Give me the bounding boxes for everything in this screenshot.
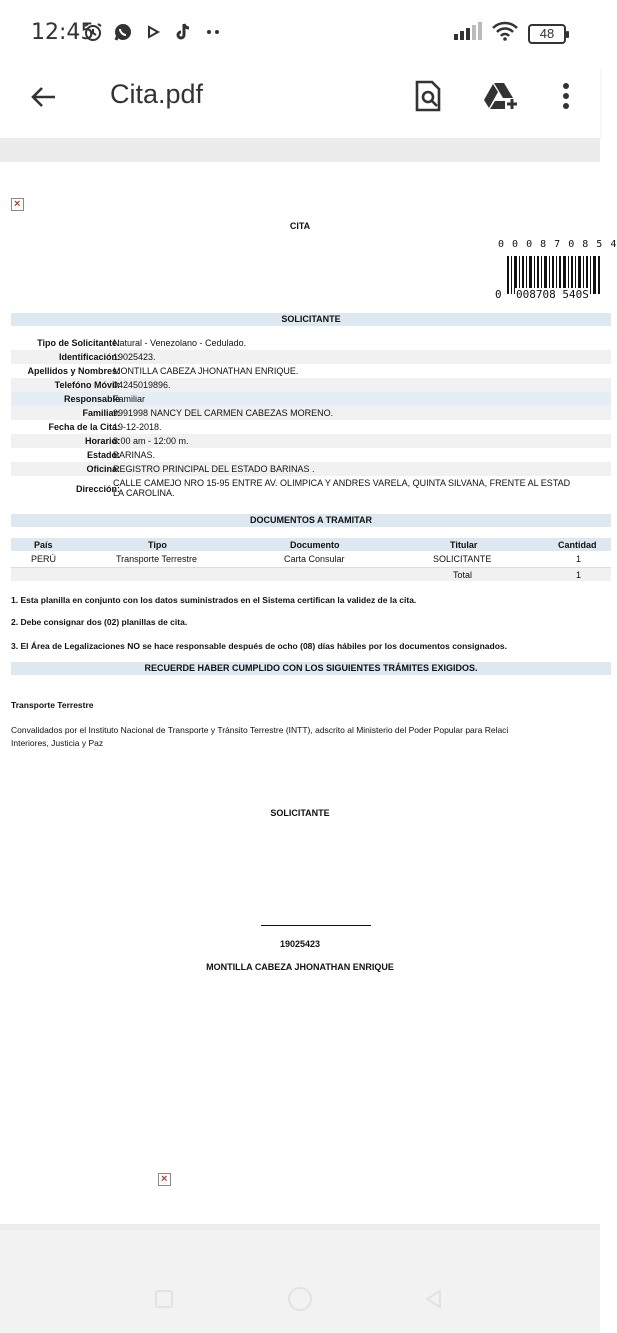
recents-square-icon [154,1289,174,1309]
table-cell: PERÚ [31,554,57,564]
more-vert-icon [562,82,570,110]
field-row-direccion [11,476,611,502]
barcode-top-number: 0 0 0 8 7 0 8 5 4 [498,239,617,250]
play-icon [142,21,164,43]
system-icons [454,21,566,46]
system-navigation-bar [0,1230,600,1333]
field-value: CALLE CAMEJO NRO 15-95 ENTRE AV. OLIMPICA Y ANDRES VARELA, QUINTA SILVANA, FRENTE AL ESTAD [113,478,571,488]
broken-image-icon: × [11,198,24,211]
battery-indicator: 48 [528,24,566,44]
field-value: 8:00 am - 12:00 m. [113,436,189,446]
field-label: Tipo de Solicitante: [37,338,120,348]
field-row [11,448,611,462]
signal-icon [454,22,482,45]
app-bar [0,66,600,138]
field-value: Familiar [113,394,146,404]
field-row [11,406,611,420]
field-row [11,336,611,350]
table-cell: Carta Consular [284,554,345,564]
system-back-button[interactable] [421,1286,447,1312]
status-time: 12:45 [31,20,95,45]
table-cell: 1 [576,554,582,564]
table-cell: Transporte Terrestre [116,554,198,564]
field-row [11,392,611,406]
field-label: Estado: [86,450,120,460]
field-label: Responsable [63,394,120,404]
wifi-icon [492,21,518,46]
more-options-button[interactable] [548,78,584,114]
table-total-value: 1 [576,570,582,580]
field-value: 19-12-2018. [113,422,162,432]
field-value: 04245019896. [113,380,171,390]
document-heading: CITA [289,221,311,231]
note: 1. Esta planilla en conjunto con los datos suministrados en el Sistema certifican la validez de la cita. [11,595,417,605]
field-value: LA CAROLINA. [113,488,175,498]
home-button[interactable] [287,1286,313,1312]
field-row [11,462,611,476]
tramite-text: Interiores, Justicia y Paz [11,738,104,748]
alarm-icon [82,21,104,43]
signature-heading: SOLICITANTE [270,808,330,818]
field-row [11,364,611,378]
document-title: Cita.pdf [110,79,204,109]
field-row [11,434,611,448]
solicitante-header: SOLICITANTE [11,313,611,326]
field-value: BARINAS. [113,450,156,460]
table-header: Titular [450,540,478,550]
field-label: Fecha de la Cita: [48,422,120,432]
table-cell: SOLICITANTE [433,554,492,564]
field-row [11,378,611,392]
barcode-check-digit: 0 [495,288,502,301]
note: 2. Debe consignar dos (02) planillas de cita. [11,617,188,627]
more-dots-icon [202,21,224,43]
field-label: Oficina: [86,464,120,474]
field-value: 19025423. [113,352,156,362]
field-label: Familiar: [82,408,120,418]
home-circle-icon [287,1286,313,1312]
field-row [11,420,611,434]
add-to-drive-button[interactable] [483,78,519,114]
tramite-text: Convalidados por el Instituto Nacional de Transporte y Tránsito Terrestre (INTT), adscrito al Ministerio del Poder Popular para Relaci [11,725,509,735]
status-bar [0,0,600,66]
field-value: REGISTRO PRINCIPAL DEL ESTADO BARINAS . [113,464,315,474]
documentos-header: DOCUMENTOS A TRAMITAR [11,514,611,527]
back-arrow-icon [29,83,57,111]
tramite-title: Transporte Terrestre [11,700,94,710]
search-document-icon [414,80,442,112]
table-header: Tipo [148,540,167,550]
field-label: Dirección: [75,484,120,494]
table-total-label: Total [453,570,473,580]
table-header: País [34,540,53,550]
table-header: Documento [290,540,340,550]
back-triangle-icon [424,1289,444,1309]
barcode-bottom-number: 008708 540S [516,288,589,301]
field-value: 9991998 NANCY DEL CARMEN CABEZAS MORENO. [113,408,334,418]
signature-id: 19025423 [279,939,321,949]
broken-image-icon: × [158,1173,171,1186]
recents-button[interactable] [151,1286,177,1312]
pdf-viewer[interactable] [0,138,617,1230]
note: 3. El Área de Legalizaciones NO se hace responsable después de ocho (08) días hábiles por los documentos consignados. [11,641,507,651]
field-label: Apellidos y Nombres: [27,366,120,376]
recuerde-header: RECUERDE HABER CUMPLIDO CON LOS SIGUIENTES TRÁMITES EXIGIDOS. [11,662,611,675]
field-row [11,350,611,364]
table-header: Cantidad [558,540,597,550]
signature-line [261,925,371,926]
find-in-document-button[interactable] [410,78,446,114]
field-value: Natural - Venezolano - Cedulado. [113,338,247,348]
field-value: MONTILLA CABEZA JHONATHAN ENRIQUE. [113,366,299,376]
table-total-row [11,567,611,581]
field-label: Horario: [84,436,120,446]
whatsapp-icon [112,21,134,43]
field-label: Telefóno Móvil: [54,380,120,390]
field-label: Identificación: [58,352,120,362]
signature-name: MONTILLA CABEZA JHONATHAN ENRIQUE [206,962,394,972]
add-to-drive-icon [483,81,519,111]
back-button[interactable] [26,80,60,114]
tiktok-icon [172,21,194,43]
pdf-page [0,162,617,1224]
notification-icons [82,21,224,43]
